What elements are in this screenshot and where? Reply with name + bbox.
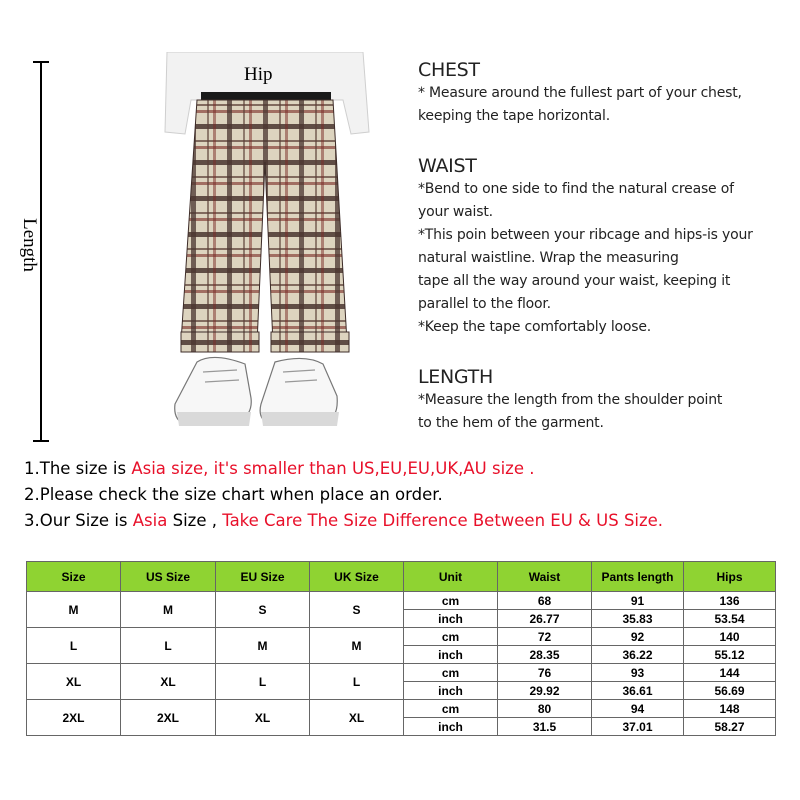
- unit-cell: inch: [404, 718, 498, 736]
- waist-cell: 72: [498, 628, 592, 646]
- unit-cell: cm: [404, 628, 498, 646]
- waist-cell: 80: [498, 700, 592, 718]
- pants-length-cell: 36.22: [592, 646, 684, 664]
- us-size-cell: L: [121, 628, 216, 664]
- eu-size-cell: L: [216, 664, 310, 700]
- waist-cell: 28.35: [498, 646, 592, 664]
- pants-length-cell: 93: [592, 664, 684, 682]
- size-notes: [24, 456, 794, 534]
- waist-line: *This poin between your ribcage and hips-is your: [418, 227, 753, 243]
- length-label: Length: [19, 218, 40, 272]
- pants-length-cell: 91: [592, 592, 684, 610]
- waist-line: *Bend to one side to find the natural crease of: [418, 181, 734, 197]
- length-ruler-bottom-cap: [33, 440, 49, 442]
- header-uk-size: UK Size: [310, 562, 404, 592]
- hips-cell: 56.69: [684, 682, 776, 700]
- header-waist: Waist: [498, 562, 592, 592]
- waist-line: your waist.: [418, 204, 493, 220]
- eu-size-cell: M: [216, 628, 310, 664]
- waist-cell: 31.5: [498, 718, 592, 736]
- hips-cell: 136: [684, 592, 776, 610]
- chest-heading: CHEST: [418, 59, 480, 81]
- header-size: Size: [27, 562, 121, 592]
- waist-line: parallel to the floor.: [418, 296, 551, 312]
- us-size-cell: 2XL: [121, 700, 216, 736]
- unit-cell: inch: [404, 646, 498, 664]
- pants-length-cell: 92: [592, 628, 684, 646]
- size-cell: M: [27, 592, 121, 628]
- uk-size-cell: S: [310, 592, 404, 628]
- eu-size-cell: S: [216, 592, 310, 628]
- pants-length-cell: 36.61: [592, 682, 684, 700]
- hips-cell: 58.27: [684, 718, 776, 736]
- length-ruler: [40, 62, 42, 442]
- table-header-row: [27, 562, 776, 592]
- note-line-3: 3.Our Size is Asia Size , Take Care The Size Difference Between EU & US Size.: [24, 511, 664, 530]
- hips-cell: 53.54: [684, 610, 776, 628]
- length-line: *Measure the length from the shoulder point: [418, 392, 723, 408]
- header-eu-size: EU Size: [216, 562, 310, 592]
- size-chart-table: [26, 561, 776, 736]
- hips-cell: 140: [684, 628, 776, 646]
- us-size-cell: M: [121, 592, 216, 628]
- note-line-1: 1.The size is Asia size, it's smaller than US,EU,EU,UK,AU size .: [24, 459, 535, 478]
- size-cell: XL: [27, 664, 121, 700]
- waist-line: *Keep the tape comfortably loose.: [418, 319, 651, 335]
- waist-cell: 26.77: [498, 610, 592, 628]
- header-pants-length: Pants length: [592, 562, 684, 592]
- header-hips: Hips: [684, 562, 776, 592]
- hips-cell: 55.12: [684, 646, 776, 664]
- measurement-guide: [418, 58, 793, 435]
- table-row: [27, 592, 776, 610]
- unit-cell: cm: [404, 664, 498, 682]
- us-size-cell: XL: [121, 664, 216, 700]
- chest-line: keeping the tape horizontal.: [418, 108, 610, 124]
- header-us-size: US Size: [121, 562, 216, 592]
- model-pants-illustration: [155, 52, 375, 442]
- uk-size-cell: M: [310, 628, 404, 664]
- table-row: [27, 700, 776, 718]
- chest-line: * Measure around the fullest part of your chest,: [418, 85, 742, 101]
- table-row: [27, 628, 776, 646]
- size-cell: L: [27, 628, 121, 664]
- table-row: [27, 664, 776, 682]
- hips-cell: 144: [684, 664, 776, 682]
- eu-size-cell: XL: [216, 700, 310, 736]
- waist-heading: WAIST: [418, 155, 477, 177]
- unit-cell: inch: [404, 610, 498, 628]
- waist-line: natural waistline. Wrap the measuring: [418, 250, 679, 266]
- waist-cell: 76: [498, 664, 592, 682]
- pants-length-cell: 94: [592, 700, 684, 718]
- uk-size-cell: XL: [310, 700, 404, 736]
- unit-cell: cm: [404, 700, 498, 718]
- waist-cell: 29.92: [498, 682, 592, 700]
- hips-cell: 148: [684, 700, 776, 718]
- pants-length-cell: 35.83: [592, 610, 684, 628]
- length-line: to the hem of the garment.: [418, 415, 604, 431]
- length-heading: LENGTH: [418, 366, 493, 388]
- hip-label: Hip: [244, 64, 273, 85]
- unit-cell: cm: [404, 592, 498, 610]
- waist-line: tape all the way around your waist, keeping it: [418, 273, 731, 289]
- size-cell: 2XL: [27, 700, 121, 736]
- unit-cell: inch: [404, 682, 498, 700]
- note-line-2: 2.Please check the size chart when place an order.: [24, 485, 443, 504]
- uk-size-cell: L: [310, 664, 404, 700]
- header-unit: Unit: [404, 562, 498, 592]
- waist-cell: 68: [498, 592, 592, 610]
- pants-length-cell: 37.01: [592, 718, 684, 736]
